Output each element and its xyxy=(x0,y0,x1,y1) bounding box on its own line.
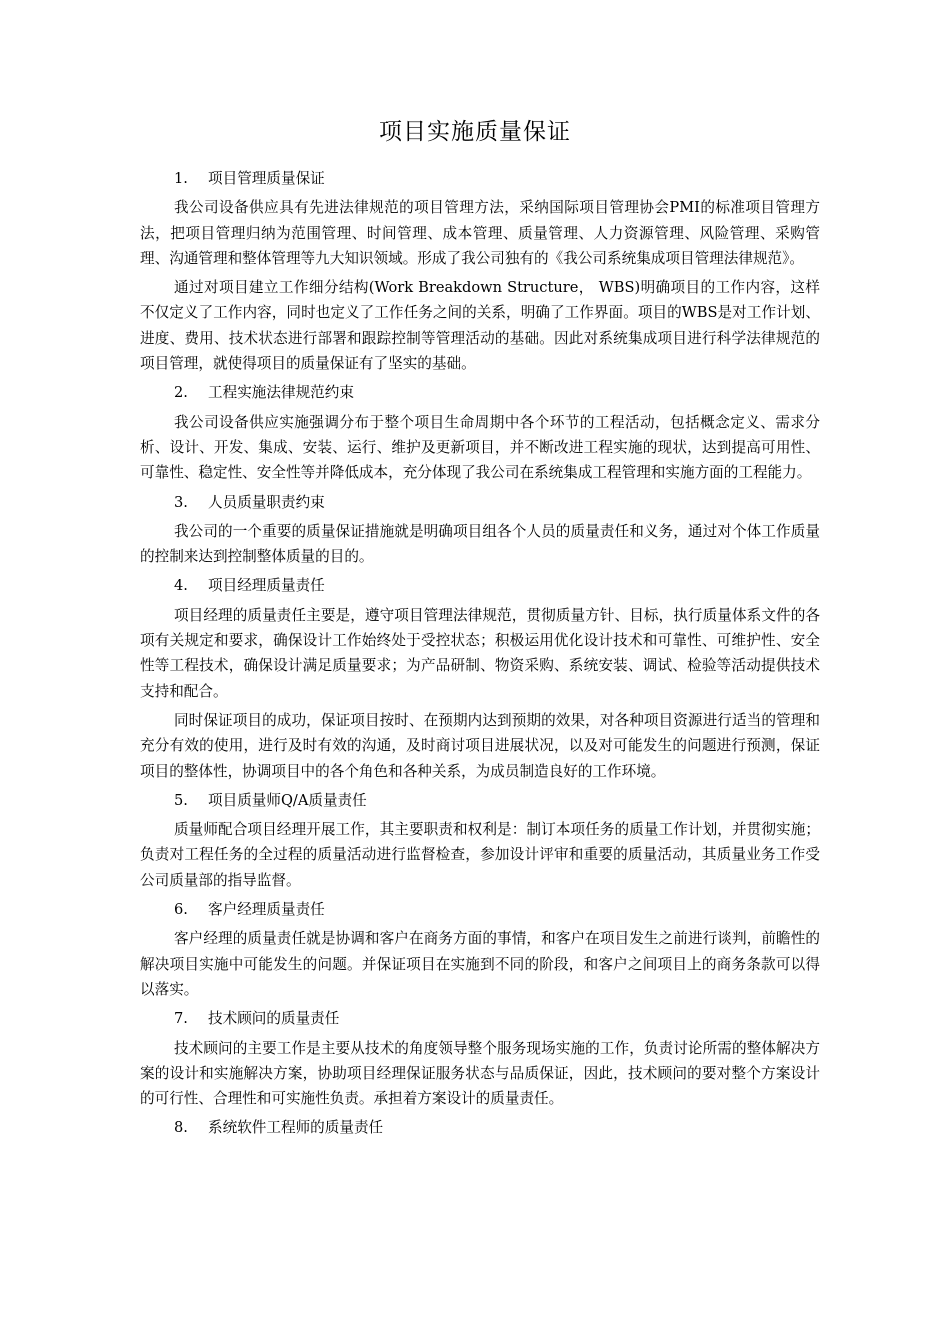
section-heading xyxy=(174,380,820,405)
section-number: 5. xyxy=(174,791,188,809)
body-paragraph: 客户经理的质量责任就是协调和客户在商务方面的事情，和客户在项目发生之前进行谈判，前瞻性的解决项目实施中可能发生的问题。并保证项目在实施到不同的阶段，和客户之间项目上的商务条款可以得以落实。 xyxy=(140,930,820,998)
body-paragraph: 我公司设备供应具有先进法律规范的项目管理方法，采纳国际项目管理协会PMI的标准项目管理方法，把项目管理归纳为范围管理、时间管理、成本管理、质量管理、人力资源管理、风险管理、采购管理、沟通管理和整体管理等九大知识领域。形成了我公司独有的《我公司系统集成项目管理法律规范》。 xyxy=(140,199,820,267)
section-number: 1. xyxy=(174,170,188,187)
section-number: 2. xyxy=(174,384,188,402)
section-heading-text: 工程实施法律规范约束 xyxy=(208,384,354,402)
section-number: 7. xyxy=(174,1010,188,1028)
section-number: 6. xyxy=(174,901,188,919)
section-heading xyxy=(174,573,820,598)
section-heading-text: 人员质量职责约束 xyxy=(208,493,325,511)
section-number: 3. xyxy=(174,493,188,511)
section-number: 8. xyxy=(174,1119,188,1137)
section-heading xyxy=(174,490,820,515)
section-heading-text: 技术顾问的质量责任 xyxy=(208,1010,340,1028)
section-heading-text: 项目质量师Q/A质量责任 xyxy=(208,791,367,809)
body-paragraph: 同时保证项目的成功，保证项目按时、在预期内达到预期的效果，对各种项目资源进行适当的管理和充分有效的使用，进行及时有效的沟通，及时商讨项目进展状况，以及对可能发生的问题进行预测，保证项目的整体性，协调项目中的各个角色和各种关系，为成员制造良好的工作环境。 xyxy=(140,711,820,780)
page-title: 项目实施质量保证 xyxy=(379,119,571,145)
body-paragraph: 技术顾问的主要工作是主要从技术的角度领导整个服务现场实施的工作，负责讨论所需的整体解决方案的设计和实施解决方案，协助项目经理保证服务状态与品质保证，因此，技术顾问的要对整个方案设计的可行性、合理性和可实施性负责。承担着方案设计的质量责任。 xyxy=(140,1039,820,1108)
section-number: 4. xyxy=(174,577,188,595)
section-heading xyxy=(174,1115,820,1140)
body-paragraph: 项目经理的质量责任主要是，遵守项目管理法律规范，贯彻质量方针、目标，执行质量体系文件的各项有关规定和要求，确保设计工作始终处于受控状态；积极运用优化设计技术和可靠性、可维护性、安全性等工程技术，确保设计满足质量要求；为产品研制、物资采购、系统安装、调试、检验等活动提供技术支持和配合。 xyxy=(140,606,820,700)
section-heading-text: 项目管理质量保证 xyxy=(208,170,325,187)
body-paragraph: 我公司设备供应实施强调分布于整个项目生命周期中各个环节的工程活动，包括概念定义、需求分析、设计、开发、集成、安装、运行、维护及更新项目，并不断改进工程实施的现状，达到提高可用性、可靠性、稳定性、安全性等并降低成本，充分体现了我公司在系统集成工程管理和实施方面的工程能力。 xyxy=(140,413,820,482)
section-heading xyxy=(174,1006,820,1031)
section-heading xyxy=(174,788,820,813)
section-heading-text: 系统软件工程师的质量责任 xyxy=(208,1119,384,1137)
section-heading xyxy=(174,897,820,922)
document-body xyxy=(140,166,820,1145)
body-paragraph: 我公司的一个重要的质量保证措施就是明确项目组各个人员的质量责任和义务，通过对个体工作质量的控制来达到控制整体质量的目的。 xyxy=(140,522,820,566)
body-paragraph: 通过对项目建立工作细分结构(Work Breakdown Structure， WBS)明确项目的工作内容，这样不仅定义了工作内容，同时也定义了工作任务之间的关系，明确了工作界面。项目的WBS是对工作计划、进度、费用、技术状态进行部署和跟踪控制等管理活动的基础。因此对系统集成项目进行科学法律规范的项目管理，就使得项目的质量保证有了坚实的基础。 xyxy=(140,279,820,373)
section-heading-text: 项目经理质量责任 xyxy=(208,577,325,595)
body-paragraph: 质量师配合项目经理开展工作，其主要职责和权利是：制订本项任务的质量工作计划，并贯彻实施；负责对工程任务的全过程的质量活动进行监督检查，参加设计评审和重要的质量活动，其质量业务工作受公司质量部的指导监督。 xyxy=(140,821,820,889)
section-heading xyxy=(174,166,820,191)
section-heading-text: 客户经理质量责任 xyxy=(208,901,325,919)
